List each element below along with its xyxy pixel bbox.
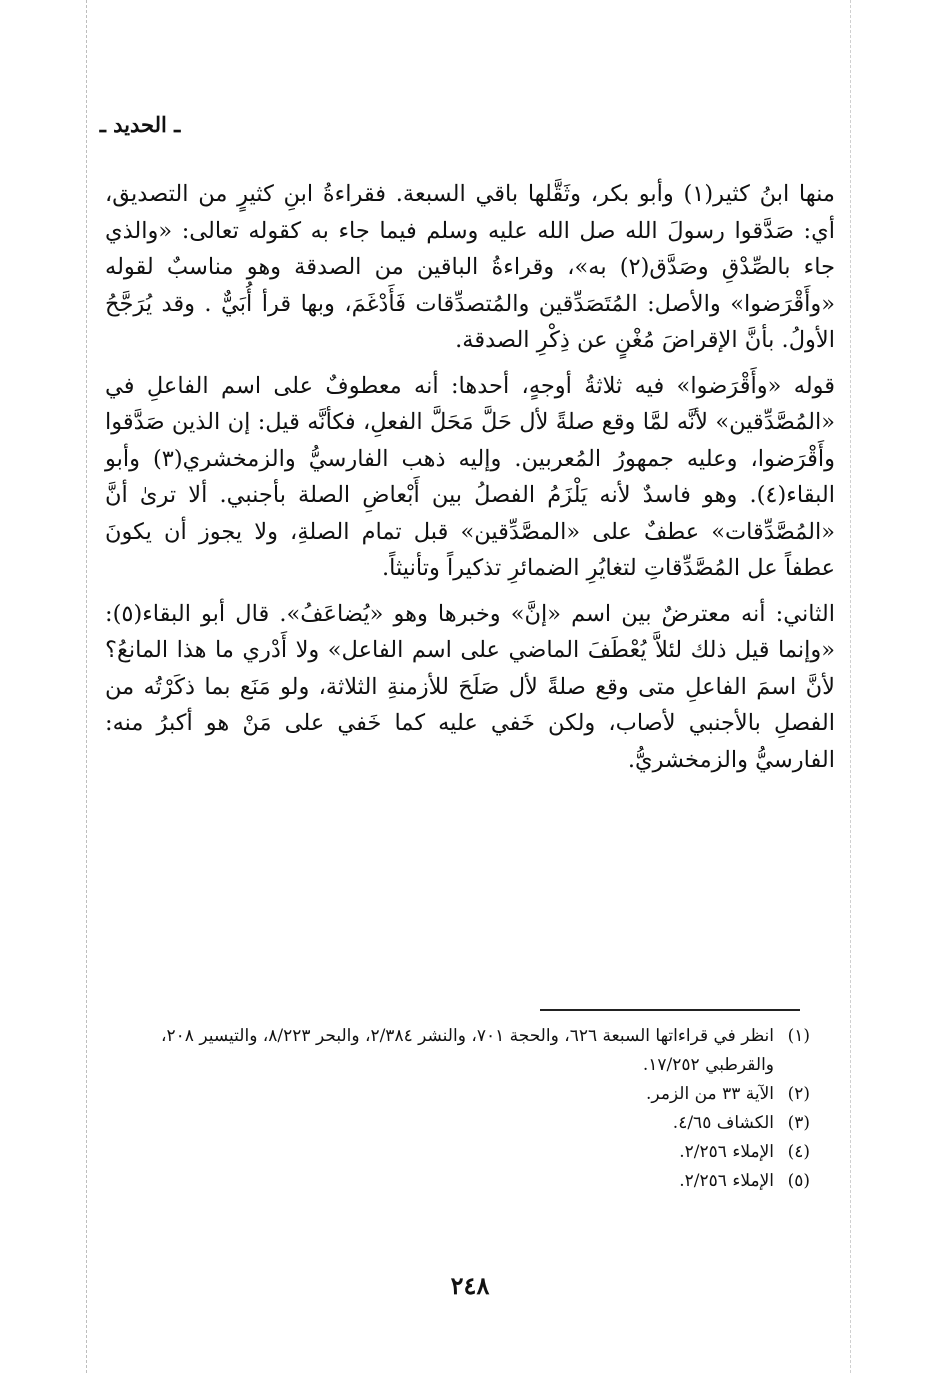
footnote-text: الإملاء ٢/٢٥٦. [679,1171,774,1191]
footnote-text: الكشاف ٤/٦٥. [672,1113,774,1133]
footnote-separator [540,1009,800,1011]
paragraph-2: قوله «وأَقْرَضوا» فيه ثلاثةُ أوجهٍ، أحدها: أنه معطوفٌ على اسم الفاعلِ في «المُصَّدِّقين» لأنَّه لمَّا وقع صلةً لأل حَلَّ مَحَلَّ الفعلِ، فكأنَّه قيل: إن الذين صَدَّقوا وأَقْرَضوا، وعليه جمهورُ المُعربين. وإليه ذهب الفارسيُّ والزمخشري(٣) وأبو البقاء(٤). وهو فاسدٌ لأنه يَلْزَمُ الفصلُ بين أَبْعاضِ الصلة بأجنبي. ألا ترىٰ أنَّ «المُصَّدِّقات» عطفٌ على «المصَّدِّقين» قبل تمام الصلةِ، ولا يجوز أن يكونَ عطفاً عل المُصَّدِّقاتِ لتغايُرِ الضمائرِ تذكيراً وتأنيثاً. [105,372,835,581]
footnote-number: (١) [787,1026,810,1046]
running-head: ـ الحديد ـ [99,112,181,137]
scan-margin-line-right [850,0,851,1373]
footnote-text: الإملاء ٢/٢٥٦. [679,1142,774,1162]
footnote-number: (٥) [787,1171,810,1191]
footnote-text: انظر في قراءاتها السبعة ٦٢٦، والحجة ٧٠١، والنشر ٢/٣٨٤، والبحر ٨/٢٢٣، والتيسير ٢٠٨، والقرطبي ١٧/٢٥٢. [161,1026,774,1075]
footnote-item [110,1080,810,1109]
footnote-item [110,1109,810,1138]
footnote-item [110,1138,810,1167]
paragraph-3: الثاني: أنه معترضٌ بين اسم «إنَّ» وخبرها وهو «يُضاعَفُ». قال أبو البقاء(٥): «وإنما قيل ذلك لئلاَّ يُعْطَفَ الماضي على اسم الفاعل» ولا أَدْري ما هذا المانعُ؟ لأنَّ اسمَ الفاعلِ متى وقع صلةً لأل صَلَحَ للأزمنةِ الثلاثة، ولو مَنَع بما ذكَرْتُه من الفصلِ بالأجنبي لأصاب، ولكن خَفي عليه كما خَفي على مَنْ هو أكبرُ منه: الفارسيُّ والزمخشريُّ. [105,600,835,773]
main-text [105,176,835,778]
footnote-text: الآية ٣٣ من الزمر. [646,1084,774,1104]
scan-margin-line-left [86,0,87,1373]
footnote-item [110,1022,810,1080]
paragraph-1: منها ابنُ كثير(١) وأبو بكر، وثَقَّلها باقي السبعة. فقراءةُ ابنِ كثيرٍ من التصديق، أي: صَدَّقوا رسولَ الله صل الله عليه وسلم فيما جاء به كقوله تعالى: «والذي جاء بالصِّدْقِ وصَدَّق(٢) به»، وقراءةُ الباقين من الصدقة وهو مناسبٌ لقوله «وأَقْرَضوا» والأصل: المُتَصَدِّقين والمُتصدِّقات فَأَدْغَمَ، وبها قرأ أُبَيٌّ . وقد يُرَجَّحُ الأولُ. بأنَّ الإقراضَ مُغْنٍ عن ذِكْرِ الصدقة. [105,181,835,353]
footnote-number: (٣) [787,1113,810,1133]
footnote-number: (٢) [787,1084,810,1104]
footnotes-list [110,1022,810,1196]
footnote-number: (٤) [787,1142,810,1162]
footnote-item [110,1167,810,1196]
page-number: ٢٤٨ [450,1271,490,1300]
